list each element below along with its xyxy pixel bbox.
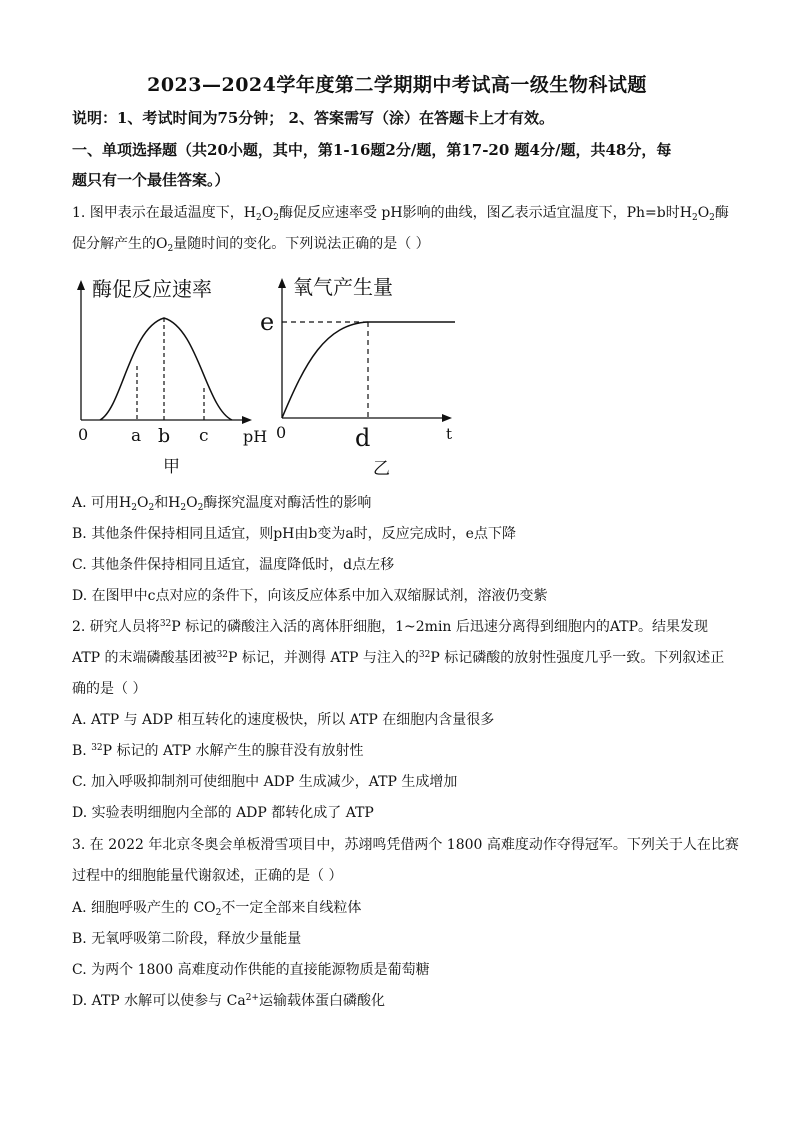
q3-stem-line1: 3. 在 2022 年北京冬奥会单板滑雪项目中，苏翊鸣凭借两个 1800 高难度动作夺得冠军。下列关于人在比赛 xyxy=(72,837,739,853)
section-heading-line2: 题只有一个最佳答案。） xyxy=(72,171,230,189)
yi-t-label: t xyxy=(446,425,453,443)
jia-c-label: c xyxy=(199,426,209,446)
yi-caption: 乙 xyxy=(373,459,390,478)
yi-origin: 0 xyxy=(276,423,287,442)
q3-option-d[interactable]: D. ATP 水解可以使参与 $Ca^{2+}$运输载体蛋白磷酸化 xyxy=(72,993,385,1009)
q1-option-d[interactable]: D. 在图甲中c点对应的条件下，向该反应体系中加入双缩脲试剂，溶液仍变紫 xyxy=(72,588,548,604)
jia-ylabel: 酶促反应速率 xyxy=(92,277,212,301)
q1-figure xyxy=(70,268,470,478)
yi-d-label: d xyxy=(355,424,371,452)
q3-stem-line2: 过程中的细胞能量代谢叙述，正确的是（ ） xyxy=(72,868,343,884)
q2-option-a[interactable]: A. ATP 与 ADP 相互转化的速度极快，所以 ATP 在细胞内含量很多 xyxy=(72,712,495,728)
jia-a-label: a xyxy=(131,426,142,446)
q1-option-c[interactable]: C. 其他条件保持相同且适宜，温度降低时，d点左移 xyxy=(72,557,395,573)
q1-stem-line1: 1. 图甲表示在最适温度下，$H_2O_2$酶促反应速率受 pH影响的曲线，图乙表示适宜温度下，Ph=b时$H_2O_2$酶 xyxy=(72,205,729,223)
yi-ylabel: 氧气产生量 xyxy=(293,275,393,299)
jia-y-arrow xyxy=(77,280,85,290)
q3-option-b[interactable]: B. 无氧呼吸第二阶段，释放少量能量 xyxy=(72,931,302,947)
q2-stem-line1: 2. 研究人员将$^{32}$P 标记的磷酸注入活的离体肝细胞，1~2min 后迅速分离得到细胞内的ATP。结果发现 xyxy=(72,619,709,635)
q3-option-a[interactable]: A. 细胞呼吸产生的 $CO_2$不一定全部来自线粒体 xyxy=(72,900,362,918)
q1-option-b[interactable]: B. 其他条件保持相同且适宜，则pH由b变为a时，反应完成时，e点下降 xyxy=(72,526,516,542)
q3-option-c[interactable]: C. 为两个 1800 高难度动作供能的直接能源物质是葡萄糖 xyxy=(72,962,430,978)
jia-x-arrow xyxy=(242,416,252,424)
q1-option-a[interactable]: A. 可用$H_2O_2$和$H_2O_2$酶探究温度对酶活性的影响 xyxy=(72,495,372,513)
yi-y-arrow xyxy=(278,278,286,288)
jia-ph-label: pH xyxy=(243,427,268,446)
section-heading-line1: 一、单项选择题（共20小题，其中，第1-16题2分/题，第17-20 题4分/题，共48分，每 xyxy=(72,141,672,159)
jia-caption: 甲 xyxy=(163,457,180,477)
yi-e-label: e xyxy=(260,308,275,336)
jia-b-label: b xyxy=(158,425,171,447)
q2-option-b[interactable]: B. $^{32}$P 标记的 ATP 水解产生的腺苷没有放射性 xyxy=(72,743,364,759)
yi-x-arrow xyxy=(442,414,452,422)
q2-option-c[interactable]: C. 加入呼吸抑制剂可使细胞中 ADP 生成减少，ATP 生成增加 xyxy=(72,774,458,790)
q2-stem-line3: 确的是（ ） xyxy=(72,681,147,697)
q2-option-d[interactable]: D. 实验表明细胞内全部的 ADP 都转化成了 ATP xyxy=(72,805,374,821)
jia-rate-curve xyxy=(100,318,232,420)
exam-instructions: 说明：1、考试时间为75分钟； 2、答案需写（涂）在答题卡上才有效。 xyxy=(72,109,554,127)
q2-stem-line2: ATP 的末端磷酸基团被$^{32}$P 标记，并测得 ATP 与注入的$^{32}$P 标记磷酸的放射性强度几乎一致。下列叙述正 xyxy=(72,650,725,666)
q1-stem-line2: 促分解产生的$O_2$量随时间的变化。下列说法正确的是（ ） xyxy=(72,236,430,254)
page-title: 2023—2024学年度第二学期期中考试高一级生物科试题 xyxy=(147,74,647,96)
jia-origin: 0 xyxy=(78,425,89,444)
